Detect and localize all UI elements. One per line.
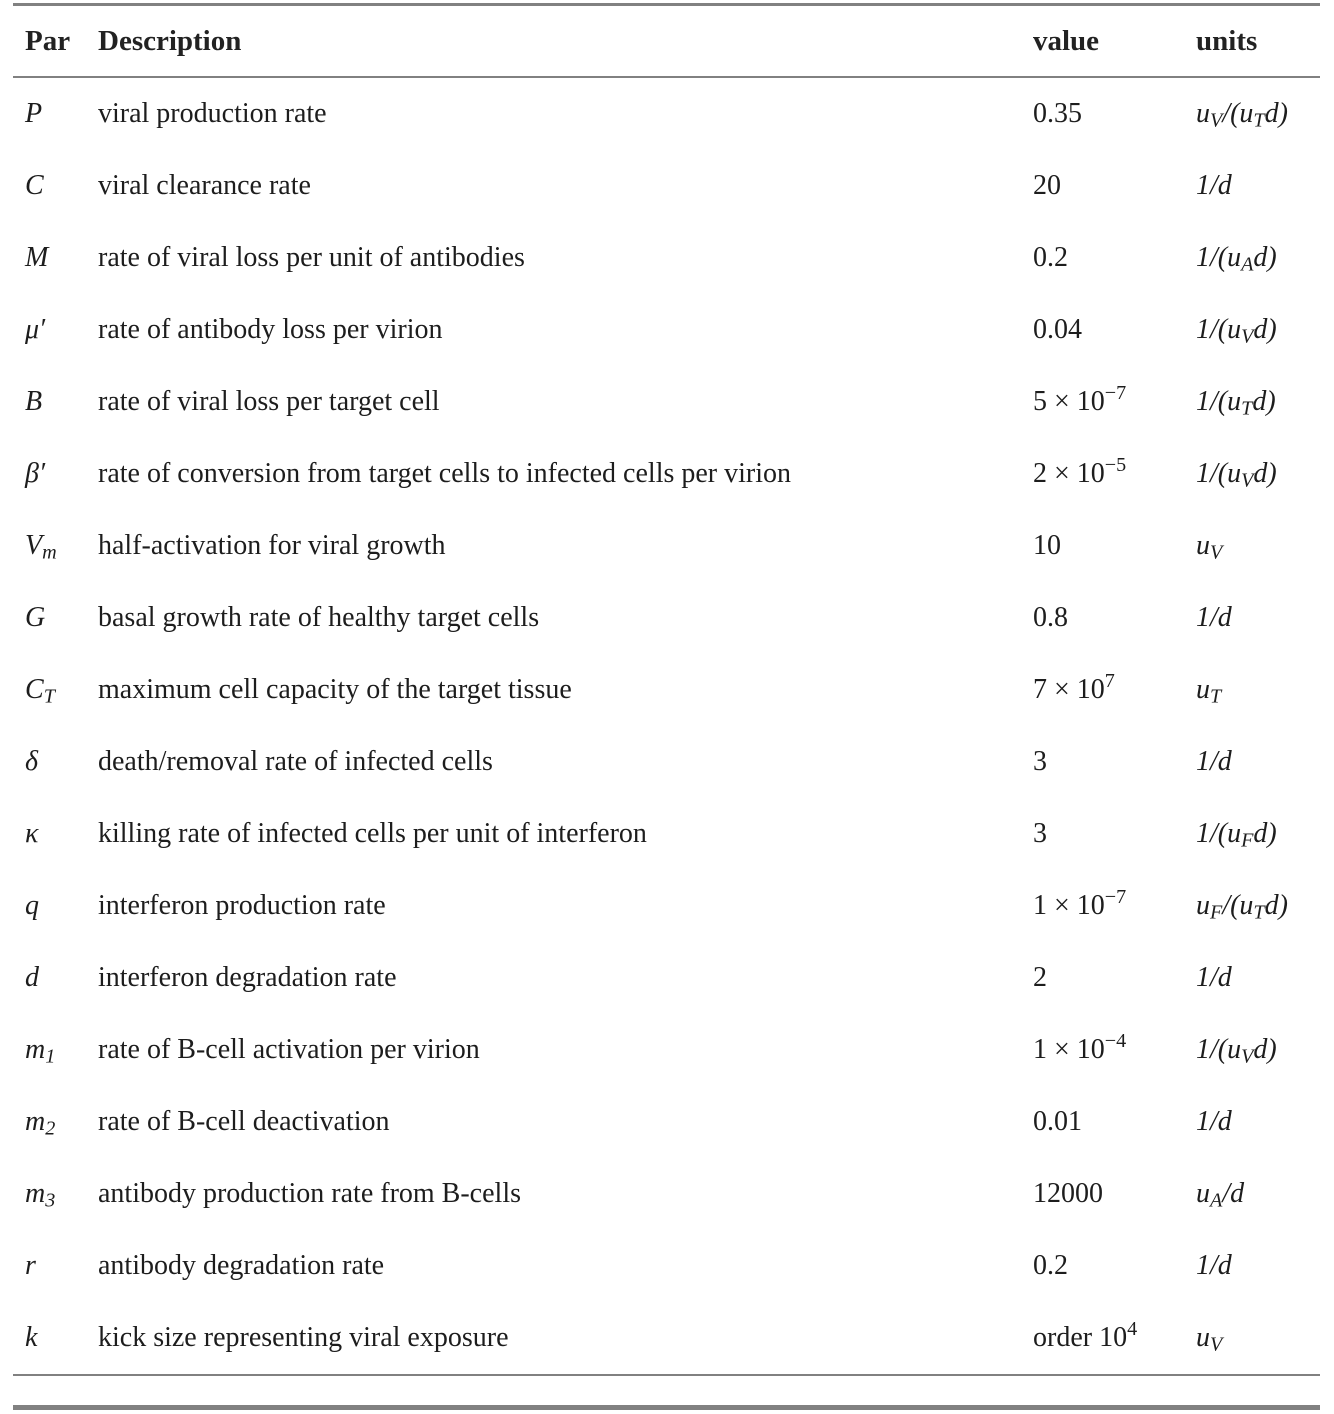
param-units: $u_V$ [1196, 1322, 1223, 1356]
param-value: $1 \times 10^{-4}$ [1033, 1029, 1127, 1065]
param-units: $1/(u_Vd)$ [1196, 314, 1277, 348]
table-body [0, 78, 1334, 1374]
table-row [0, 1014, 1334, 1086]
table-row [0, 654, 1334, 726]
param-value: 10 [1033, 530, 1061, 561]
param-units: 1/d [1196, 962, 1232, 993]
param-units: 1/d [1196, 170, 1232, 201]
table-row [0, 870, 1334, 942]
param-value: 0.2 [1033, 1250, 1068, 1281]
table-header-row [0, 6, 1334, 76]
table-row [0, 726, 1334, 798]
param-description: viral production rate [98, 98, 327, 129]
param-value: $1 \times 10^{-7}$ [1033, 885, 1127, 921]
column-header-units: units [1196, 24, 1258, 57]
table-bottom-thin-rule [13, 1374, 1320, 1376]
param-symbol: M [25, 242, 49, 273]
param-units: $u_F/(u_Td)$ [1196, 890, 1288, 924]
param-description: antibody production rate from B-cells [98, 1178, 521, 1209]
param-symbol: B [25, 386, 43, 417]
table-row [0, 1230, 1334, 1302]
table-row [0, 222, 1334, 294]
param-units: $1/(u_Vd)$ [1196, 1034, 1277, 1068]
param-value: 2 [1033, 962, 1047, 993]
table-row [0, 366, 1334, 438]
param-units: $1/(u_Vd)$ [1196, 458, 1277, 492]
param-units: 1/d [1196, 602, 1232, 633]
param-description: interferon production rate [98, 890, 386, 921]
param-symbol: β′ [25, 458, 46, 489]
param-symbol: d [25, 962, 39, 993]
param-description: rate of conversion from target cells to infected cells per virion [98, 458, 791, 489]
param-value: 0.8 [1033, 602, 1068, 633]
param-value: 0.04 [1033, 314, 1082, 345]
param-units: $u_A/d$ [1196, 1178, 1245, 1212]
param-value: 0.2 [1033, 242, 1068, 273]
param-description: interferon degradation rate [98, 962, 397, 993]
param-units: $u_T$ [1196, 674, 1222, 708]
table-row [0, 582, 1334, 654]
param-symbol: G [25, 602, 46, 633]
param-value: 20 [1033, 170, 1061, 201]
param-description: rate of viral loss per target cell [98, 386, 440, 417]
param-description: killing rate of infected cells per unit of interferon [98, 818, 647, 849]
param-value: order $10^4$ [1033, 1317, 1138, 1353]
table-row [0, 798, 1334, 870]
param-value: 12000 [1033, 1178, 1103, 1209]
table-row [0, 942, 1334, 1014]
table-row [0, 294, 1334, 366]
param-value: 3 [1033, 818, 1047, 849]
param-units: 1/d [1196, 1250, 1232, 1281]
table-row [0, 78, 1334, 150]
param-units: 1/d [1196, 746, 1232, 777]
param-symbol: $m_2$ [25, 1106, 56, 1140]
param-symbol: $V_m$ [25, 530, 57, 564]
param-symbol: q [25, 890, 39, 921]
param-description: death/removal rate of infected cells [98, 746, 493, 777]
param-units: $u_V/(u_Td)$ [1196, 98, 1288, 132]
table-row [0, 150, 1334, 222]
param-description: rate of antibody loss per virion [98, 314, 443, 345]
param-symbol: P [25, 98, 43, 129]
param-value: $7 \times 10^7$ [1033, 669, 1115, 705]
param-value: 0.01 [1033, 1106, 1082, 1137]
param-units: $1/(u_Ad)$ [1196, 242, 1277, 276]
param-description: antibody degradation rate [98, 1250, 385, 1281]
column-header-description: Description [98, 24, 242, 57]
param-symbol: k [25, 1322, 38, 1353]
param-description: rate of B-cell deactivation [98, 1106, 390, 1137]
table-row [0, 1086, 1334, 1158]
param-units: 1/d [1196, 1106, 1232, 1137]
param-value: 3 [1033, 746, 1047, 777]
param-description: rate of viral loss per unit of antibodies [98, 242, 525, 273]
param-symbol: $C_T$ [25, 674, 55, 708]
table-row [0, 438, 1334, 510]
param-units: $u_V$ [1196, 530, 1223, 564]
table-bottom-thick-rule [13, 1405, 1320, 1410]
table-row [0, 1302, 1334, 1374]
param-units: $1/(u_Fd)$ [1196, 818, 1277, 852]
param-symbol: κ [25, 818, 39, 849]
param-value: 0.35 [1033, 98, 1082, 129]
column-header-value: value [1033, 24, 1100, 57]
param-symbol: $m_1$ [25, 1034, 56, 1068]
param-description: basal growth rate of healthy target cells [98, 602, 540, 633]
param-description: maximum cell capacity of the target tissue [98, 674, 572, 705]
param-value: $2 \times 10^{-5}$ [1033, 453, 1127, 489]
param-value: $5 \times 10^{-7}$ [1033, 381, 1127, 417]
param-description: kick size representing viral exposure [98, 1322, 509, 1353]
param-description: rate of B-cell activation per virion [98, 1034, 480, 1065]
param-description: half-activation for viral growth [98, 530, 446, 561]
param-symbol: r [25, 1250, 36, 1281]
param-units: $1/(u_Td)$ [1196, 386, 1276, 420]
table-row [0, 510, 1334, 582]
param-symbol: δ [25, 746, 39, 777]
param-symbol: μ′ [25, 314, 46, 345]
column-header-par: Par [25, 24, 71, 57]
param-symbol: $m_3$ [25, 1178, 56, 1212]
param-description: viral clearance rate [98, 170, 311, 201]
param-symbol: C [25, 170, 44, 201]
table-row [0, 1158, 1334, 1230]
